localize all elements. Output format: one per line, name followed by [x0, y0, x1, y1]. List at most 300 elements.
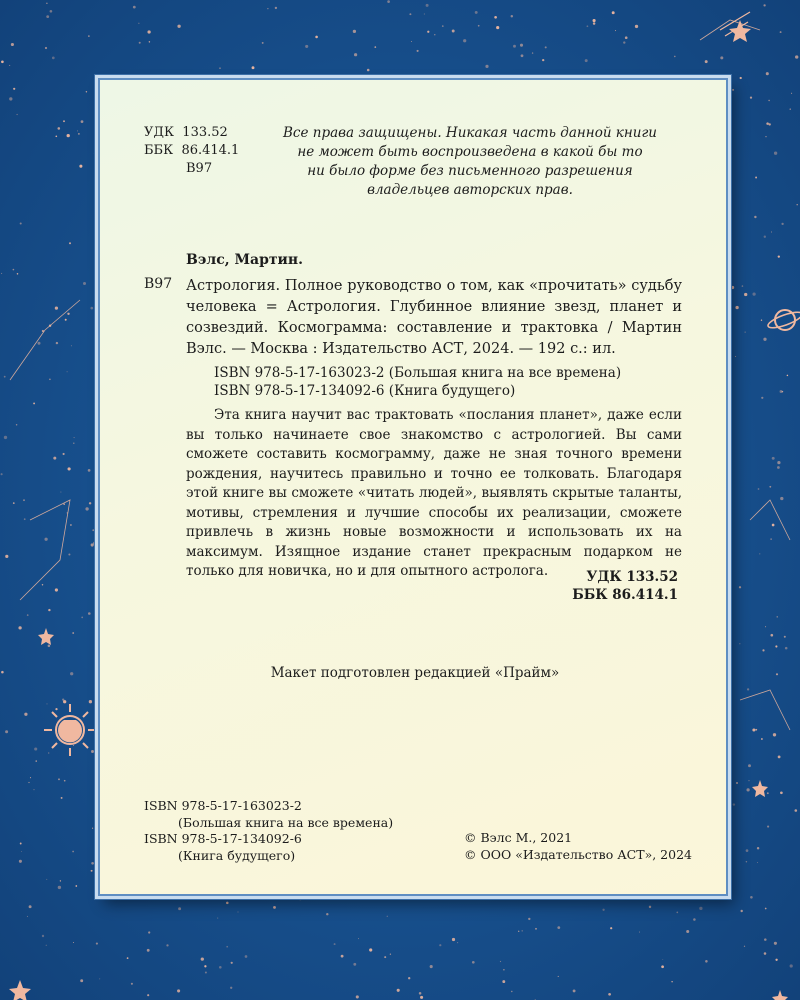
star-dot — [147, 30, 150, 33]
star-dot — [419, 992, 422, 995]
star-dot — [38, 342, 41, 345]
star-dot — [61, 797, 63, 799]
star-dot — [408, 977, 410, 979]
star-dot — [44, 538, 47, 541]
star-dot — [528, 918, 530, 920]
star-dot — [794, 809, 797, 812]
star-dot — [542, 59, 544, 61]
star-dot — [148, 931, 150, 933]
star-dot — [769, 123, 771, 125]
bbk-value: 86.414.1 — [181, 143, 240, 158]
star-dot — [768, 100, 769, 101]
star-dot — [731, 286, 734, 289]
star-dot — [766, 72, 769, 75]
star-dot — [749, 780, 750, 781]
star-dot — [409, 13, 411, 15]
star-dot — [16, 424, 18, 426]
star-dot — [545, 46, 547, 48]
star-dot — [60, 880, 61, 881]
star-dot — [73, 442, 74, 443]
star-dot — [761, 397, 763, 399]
star-dot — [427, 31, 429, 33]
star-dot — [769, 486, 771, 488]
star-dot — [442, 25, 444, 27]
star-dot — [374, 46, 376, 48]
star-dot — [511, 991, 512, 992]
star-dot — [500, 961, 501, 962]
star-dot — [785, 647, 788, 650]
star-dot — [755, 729, 757, 731]
star-dot — [662, 959, 663, 960]
star-dot — [63, 700, 66, 703]
star-dot — [535, 928, 537, 930]
title-description: Астрология. Полное руководство о том, как «прочитать» судьбу человека = Астрология. Глубинное влияние звезд, планет и созвездий. Космограмма: составление и трактовка / Мартин Вэлс. — Москва : Издательство АСТ, 2024. — 192 с.: ил. — [186, 278, 682, 357]
star-dot — [764, 938, 767, 941]
star-dot — [33, 402, 35, 404]
star-dot — [55, 306, 58, 309]
star-dot — [770, 538, 771, 539]
isbn-list — [214, 364, 621, 400]
star-dot — [354, 53, 357, 56]
isbn-line: ISBN 978-5-17-163023-2 (Большая книга на все времена) — [214, 365, 622, 381]
star-dot — [511, 15, 513, 17]
star-dot — [791, 93, 792, 94]
star-dot — [778, 255, 780, 257]
star-dot — [674, 56, 676, 58]
copyright-page — [98, 78, 728, 896]
star-dot — [777, 466, 780, 469]
star-dot — [772, 524, 775, 527]
star-dot — [463, 39, 466, 42]
star-dot — [558, 976, 559, 977]
star-dot — [60, 492, 61, 493]
star-dot — [720, 56, 723, 59]
star-dot — [63, 453, 65, 455]
star-dot — [88, 469, 91, 472]
star-dot — [52, 57, 55, 60]
star-dot — [518, 931, 519, 932]
star-dot — [46, 703, 47, 704]
prepared-by: Макет подготовлен редакцией «Прайм» — [270, 665, 560, 681]
star-dot — [74, 437, 75, 438]
star-dot — [573, 989, 576, 992]
star-dot — [91, 870, 93, 872]
star-dot — [48, 609, 50, 611]
isbn-number: ISBN 978-5-17-163023-2 — [144, 798, 302, 813]
star-dot — [503, 969, 505, 971]
star-dot — [73, 745, 74, 746]
star-dot — [230, 987, 232, 989]
star-dot — [80, 979, 83, 982]
star-dot — [78, 133, 80, 135]
star-dot — [732, 89, 734, 91]
star-dot — [735, 306, 738, 309]
star-dot — [42, 935, 44, 937]
star-dot — [86, 91, 87, 92]
star-dot — [397, 989, 400, 992]
star-dot — [305, 45, 308, 48]
star-dot — [217, 918, 218, 919]
star-dot — [45, 47, 47, 49]
star-dot — [205, 971, 207, 973]
star-dot — [770, 634, 773, 637]
star-dot — [81, 120, 84, 123]
star-dot — [56, 342, 58, 344]
bbk-code: ББК 86.414.1 — [572, 587, 678, 603]
star-dot — [50, 10, 53, 13]
star-dot — [746, 861, 747, 862]
star-dot — [231, 962, 233, 964]
star-dot — [748, 764, 751, 767]
star-dot — [138, 23, 139, 24]
star-dot — [593, 22, 595, 24]
star-dot — [75, 885, 77, 887]
udk-value: 133.52 — [182, 125, 228, 140]
star-dot — [661, 965, 664, 968]
star-dot — [733, 803, 735, 805]
star-dot — [387, 0, 390, 3]
star-icon — [9, 980, 31, 1000]
star-dot — [753, 293, 756, 296]
star-dot — [88, 35, 89, 36]
star-dot — [763, 4, 765, 6]
star-dot — [750, 97, 752, 99]
star-dot — [13, 269, 15, 271]
star-dot — [91, 862, 94, 865]
star-dot — [780, 497, 783, 500]
star-dot — [772, 457, 775, 460]
star-dot — [757, 847, 759, 849]
star-dot — [731, 271, 732, 272]
isbn-series: (Книга будущего) — [178, 847, 296, 863]
star-dot — [67, 371, 68, 372]
star-dot — [686, 930, 689, 933]
star-dot — [593, 19, 596, 22]
star-dot — [73, 942, 74, 943]
star-dot — [23, 499, 25, 501]
star-dot — [452, 30, 455, 33]
star-dot — [20, 843, 22, 845]
star-dot — [201, 957, 204, 960]
star-dot — [420, 996, 423, 999]
star-dot — [755, 177, 757, 179]
star-dot — [774, 152, 777, 155]
star-dot — [19, 860, 22, 863]
star-dot — [85, 507, 88, 510]
star-dot — [780, 390, 783, 393]
star-dot — [69, 242, 71, 244]
star-dot — [765, 908, 767, 910]
star-dot — [742, 285, 744, 287]
star-dot — [457, 942, 458, 943]
star-dot — [635, 25, 638, 28]
star-dot — [65, 319, 67, 321]
star-dot — [744, 946, 745, 947]
star-dot — [520, 44, 523, 47]
star-dot — [139, 42, 141, 44]
star-dot — [90, 307, 93, 310]
star-dot — [96, 943, 98, 945]
star-dot — [89, 502, 91, 504]
rights-line: не может быть воспроизведена в какой бы то — [297, 144, 643, 160]
star-dot — [513, 45, 516, 48]
star-dot — [761, 320, 762, 321]
copyright-notice — [464, 830, 692, 863]
star-dot — [649, 906, 651, 908]
cipher-left: В97 — [144, 276, 173, 292]
star-dot — [9, 65, 10, 66]
star-dot — [5, 730, 8, 733]
star-dot — [496, 26, 499, 29]
star-dot — [30, 777, 31, 778]
star-dot — [72, 851, 74, 853]
star-dot — [177, 989, 180, 992]
udk-label: УДК — [144, 125, 175, 140]
star-dot — [608, 993, 611, 996]
star-dot — [745, 332, 746, 333]
star-dot — [1, 671, 4, 674]
star-dot — [127, 957, 129, 959]
star-dot — [4, 376, 6, 378]
star-dot — [699, 907, 702, 910]
star-dot — [765, 136, 766, 137]
rights-line: владельцев авторских прав. — [367, 182, 573, 198]
star-dot — [178, 907, 181, 910]
sun-icon — [44, 704, 96, 756]
star-dot — [766, 122, 769, 125]
star-dot — [63, 120, 65, 122]
star-dot — [693, 918, 696, 921]
star-dot — [746, 849, 749, 852]
star-dot — [133, 6, 136, 9]
star-dot — [671, 981, 672, 982]
star-dot — [64, 780, 66, 782]
star-dot — [778, 756, 781, 759]
star-dot — [67, 313, 69, 315]
annotation: Эта книга научит вас трактовать «послания планет», даже если вы только начинаете свое знакомство с астрологией. Вы сами сможете составить космограмму, даже не зная точного времени рождения, научитесь правильно и точно ее толковать. Благодаря этой книге вы сможете «читать людей», выявлять скрытые таланты, мотивы, стремления и лучшие способы их реализации, сможете привлечь в жизнь новые возможности и использовать их на максимум. Изящное издание станет прекрасным подарком не только для новичка, но и для опытного астролога. — [186, 407, 682, 579]
star-dot — [356, 995, 359, 998]
star-dot — [58, 778, 60, 780]
star-dot — [367, 69, 370, 72]
isbn-series: (Большая книга на все времена) — [178, 814, 394, 830]
star-dot — [55, 708, 57, 710]
star-dot — [752, 728, 755, 731]
star-dot — [612, 11, 615, 14]
star-dot — [610, 927, 612, 929]
star-dot — [747, 788, 750, 791]
star-dot — [740, 77, 742, 79]
star-dot — [426, 4, 429, 7]
isbn-block — [144, 798, 393, 864]
star-dot — [94, 862, 97, 865]
star-dot — [24, 518, 26, 520]
star-dot — [226, 946, 228, 948]
star-dot — [46, 945, 47, 946]
star-dot — [16, 114, 17, 115]
star-dot — [71, 345, 72, 346]
star-dot — [775, 645, 777, 647]
star-dot — [771, 231, 772, 232]
star-dot — [615, 30, 616, 31]
star-dot — [147, 949, 150, 952]
isbn-line: ISBN 978-5-17-134092-6 (Книга будущего) — [214, 383, 516, 399]
copyright-line: © Вэлс М., 2021 — [464, 830, 573, 845]
star-dot — [387, 916, 388, 917]
star-dot — [775, 959, 777, 961]
star-dot — [58, 886, 61, 889]
star-dot — [625, 36, 628, 39]
star-dot — [390, 954, 391, 955]
star-dot — [439, 944, 441, 946]
star-dot — [452, 938, 455, 941]
star-dot — [94, 152, 97, 155]
star-dot — [46, 879, 47, 880]
star-dot — [740, 910, 742, 912]
star-dot — [411, 41, 412, 42]
star-dot — [20, 222, 22, 224]
star-dot — [784, 636, 786, 638]
star-dot — [358, 938, 359, 939]
star-dot — [83, 282, 86, 285]
star-dot — [334, 943, 336, 945]
star-dot — [315, 36, 318, 39]
star-dot — [48, 645, 51, 648]
star-dot — [747, 688, 749, 690]
star-dot — [795, 55, 798, 58]
star-dot — [245, 955, 248, 958]
star-dot — [762, 649, 764, 651]
star-dot — [53, 457, 56, 460]
star-dot — [68, 553, 70, 555]
star-dot — [21, 851, 22, 852]
author-name: Вэлс, Мартин. — [186, 252, 304, 268]
star-dot — [494, 16, 497, 19]
star-dot — [204, 965, 206, 967]
star-dot — [63, 503, 65, 505]
star-dot — [28, 782, 29, 783]
star-dot — [759, 553, 760, 554]
star-dot — [72, 632, 74, 634]
star-dot — [48, 752, 49, 753]
star-dot — [739, 643, 740, 644]
star-icon — [772, 990, 788, 1000]
star-dot — [780, 31, 782, 33]
star-dot — [5, 555, 8, 558]
star-dot — [24, 713, 27, 716]
star-dot — [739, 586, 741, 588]
star-dot — [13, 88, 15, 90]
star-dot — [58, 127, 61, 130]
star-dot — [623, 41, 625, 43]
star-dot — [89, 700, 92, 703]
star-dot — [744, 293, 747, 296]
star-icon — [752, 780, 768, 797]
star-dot — [49, 378, 51, 380]
star-dot — [36, 760, 37, 761]
star-dot — [1, 60, 4, 63]
star-dot — [602, 909, 604, 911]
star-dot — [767, 826, 769, 828]
star-dot — [33, 789, 34, 790]
star-dot — [478, 25, 480, 27]
star-dot — [29, 905, 32, 908]
star-dot — [262, 42, 264, 44]
star-dot — [70, 672, 73, 675]
star-dot — [79, 165, 82, 168]
star-dot — [750, 896, 753, 899]
star-dot — [1, 473, 3, 475]
isbn-number: ISBN 978-5-17-134092-6 — [144, 831, 302, 846]
star-dot — [434, 34, 435, 35]
star-dot — [219, 966, 222, 969]
star-dot — [46, 3, 47, 4]
star-dot — [532, 52, 533, 53]
classification-codes — [144, 124, 239, 178]
star-dot — [55, 135, 57, 137]
star-dot — [273, 906, 276, 909]
star-dot — [46, 15, 49, 18]
star-dot — [13, 502, 15, 504]
star-dot — [764, 952, 767, 955]
star-dot — [790, 108, 791, 109]
star-dot — [475, 11, 478, 14]
star-icon — [38, 628, 54, 645]
star-dot — [219, 68, 220, 69]
star-dot — [424, 14, 425, 15]
star-dot — [417, 50, 419, 52]
star-dot — [735, 356, 736, 357]
star-dot — [761, 738, 763, 740]
star-dot — [275, 7, 277, 9]
rights-line: ни было форме без письменного разрешения — [307, 163, 633, 179]
star-dot — [267, 8, 268, 9]
star-dot — [763, 338, 766, 341]
bbk-label: ББК — [144, 143, 174, 158]
star-dot — [68, 467, 71, 470]
star-dot — [369, 948, 372, 951]
star-dot — [131, 983, 133, 985]
star-dot — [777, 616, 778, 617]
star-dot — [149, 41, 150, 42]
star-dot — [67, 134, 70, 137]
planet-icon — [766, 309, 800, 331]
star-dot — [502, 980, 505, 983]
star-dot — [639, 932, 640, 933]
star-dot — [796, 204, 797, 205]
star-dot — [521, 54, 524, 57]
star-dot — [136, 897, 138, 899]
star-dot — [765, 626, 766, 627]
star-dot — [705, 960, 708, 963]
star-dot — [780, 791, 783, 794]
star-dot — [758, 488, 760, 490]
copyright-line: © ООО «Издательство АСТ», 2024 — [464, 846, 692, 862]
rights-notice — [270, 124, 670, 200]
star-dot — [787, 375, 789, 377]
star-dot — [92, 529, 94, 531]
author-cipher: В97 — [186, 161, 213, 176]
star-dot — [252, 66, 255, 69]
star-dot — [55, 588, 58, 591]
star-dot — [535, 897, 536, 898]
star-dot — [299, 897, 302, 900]
star-dot — [341, 955, 344, 958]
star-dot — [4, 436, 7, 439]
star-dot — [777, 461, 780, 464]
star-dot — [757, 862, 758, 863]
star-dot — [166, 944, 168, 946]
star-dot — [353, 963, 356, 966]
